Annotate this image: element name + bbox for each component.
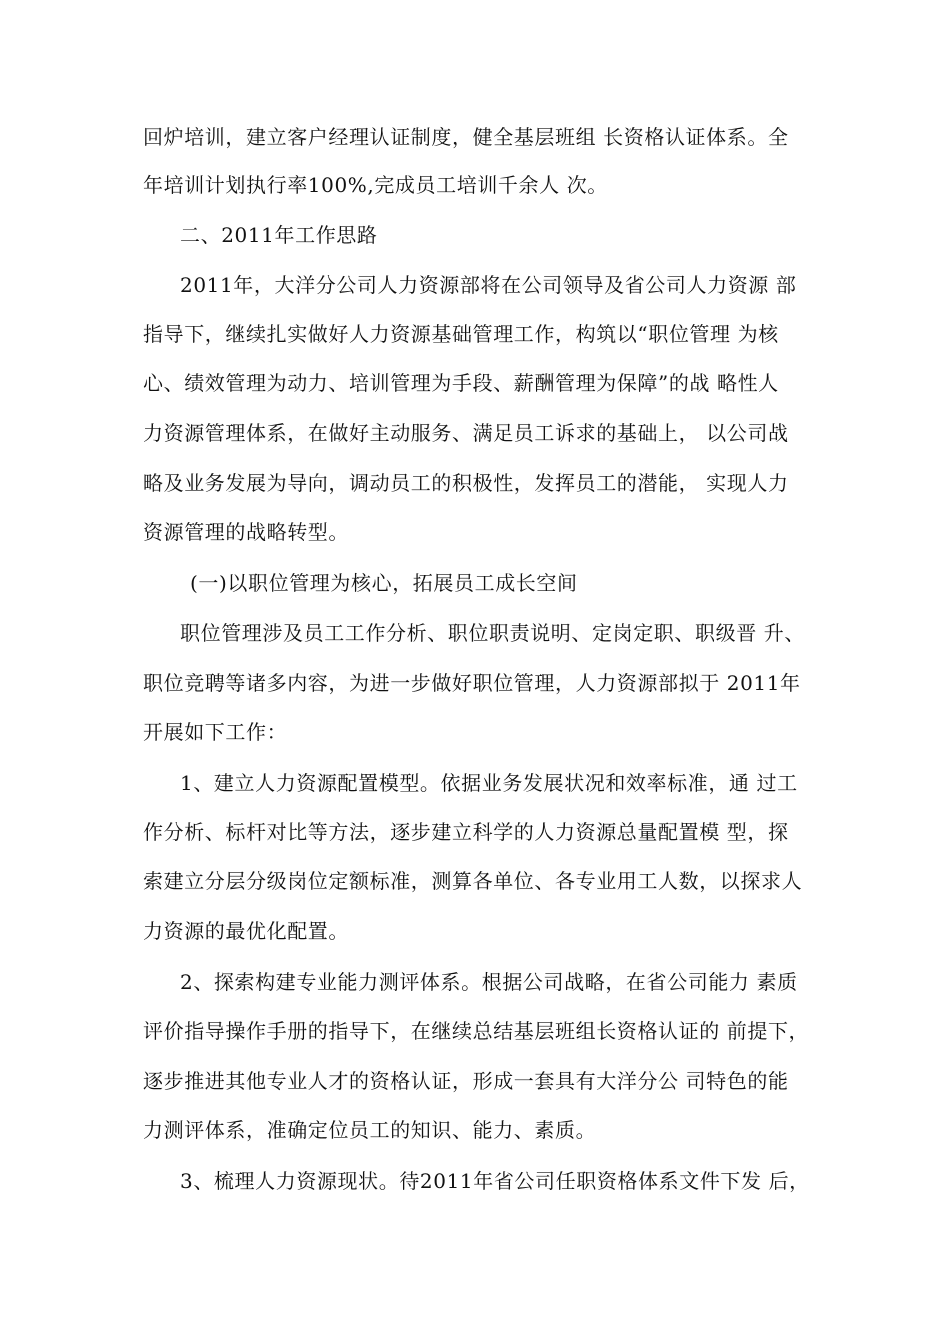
list-item-3: 3、梳理人力资源现状。待2011年省公司任职资格体系文件下发 后， [180, 1169, 810, 1193]
subsection-heading: (一)以职位管理为核心，拓展员工成长空间 [190, 571, 578, 595]
paragraph-line: 资源管理的战略转型。 [143, 520, 349, 544]
paragraph-line: 2011年，大洋分公司人力资源部将在公司领导及省公司人力资源 部 [180, 273, 797, 297]
paragraph-line: 索建立分层分级岗位定额标准，测算各单位、各专业用工人数，以探求人 [143, 869, 803, 893]
paragraph-line: 心、绩效管理为动力、培训管理为手段、薪酬管理为保障”的战 略性人 [143, 371, 779, 395]
paragraph-line: 年培训计划执行率100%,完成员工培训千余人 次。 [143, 173, 608, 197]
paragraph-line: 逐步推进其他专业人才的资格认证，形成一套具有大洋分公 司特色的能 [143, 1069, 789, 1093]
list-item-1: 1、建立人力资源配置模型。依据业务发展状况和效率标准，通 过工 [180, 771, 798, 795]
paragraph-line: 力资源的最优化配置。 [143, 919, 349, 943]
paragraph-line: 开展如下工作： [143, 720, 288, 744]
paragraph-line: 评价指导操作手册的指导下，在继续总结基层班组长资格认证的 前提下， [143, 1019, 810, 1043]
paragraph-line: 回炉培训，建立客户经理认证制度，健全基层班组 长资格认证体系。全 [143, 125, 789, 149]
paragraph-line: 作分析、标杆对比等方法，逐步建立科学的人力资源总量配置模 型，探 [143, 820, 789, 844]
paragraph-line: 职位竞聘等诸多内容，为进一步做好职位管理，人力资源部拟于 2011年 [143, 671, 801, 695]
paragraph-line: 力资源管理体系，在做好主动服务、满足员工诉求的基础上， 以公司战 [143, 421, 789, 445]
list-item-2: 2、探索构建专业能力测评体系。根据公司战略，在省公司能力 素质 [180, 970, 798, 994]
section-heading: 二、2011年工作思路 [180, 223, 378, 247]
paragraph-line: 职位管理涉及员工工作分析、职位职责说明、定岗定职、职级晋 升、 [180, 621, 805, 645]
paragraph-line: 略及业务发展为导向，调动员工的积极性，发挥员工的潜能， 实现人力 [143, 471, 789, 495]
paragraph-line: 指导下，继续扎实做好人力资源基础管理工作，构筑以“职位管理 为核 [143, 322, 779, 346]
paragraph-line: 力测评体系，准确定位员工的知识、能力、素质。 [143, 1118, 597, 1142]
